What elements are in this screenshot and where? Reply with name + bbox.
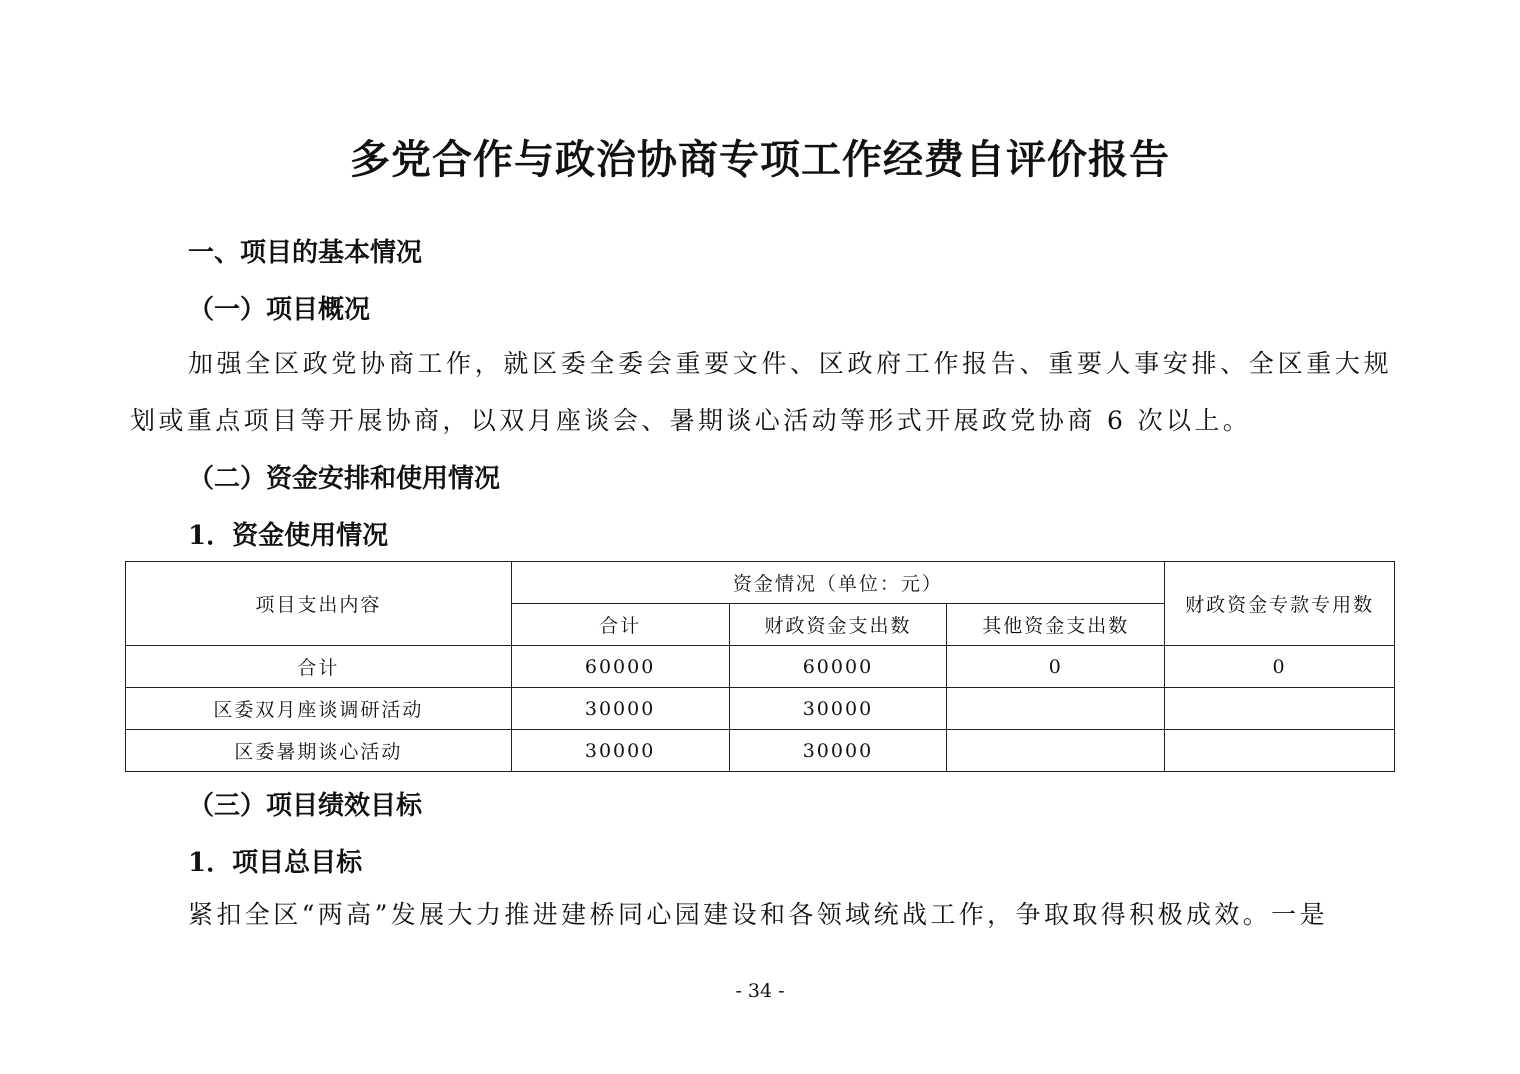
document-title: 多党合作与政治协商专项工作经费自评价报告 bbox=[350, 136, 1170, 183]
table-header-row bbox=[126, 562, 1395, 604]
cell-fiscal: 30000 bbox=[729, 730, 947, 772]
cell-item: 合计 bbox=[126, 646, 512, 688]
cell-item: 区委暑期谈心活动 bbox=[126, 730, 512, 772]
overview-paragraph: 加强全区政党协商工作，就区委全委会重要文件、区政府工作报告、重要人事安排、全区重大规划或重点项目等开展协商，以双月座谈会、暑期谈心活动等形式开展政党协商 6 次以上。 bbox=[130, 349, 1392, 435]
table-row bbox=[126, 688, 1395, 730]
table-row bbox=[126, 730, 1395, 772]
header-total: 合计 bbox=[511, 604, 729, 646]
cell-other bbox=[947, 730, 1165, 772]
header-special: 财政资金专款专用数 bbox=[1165, 562, 1395, 646]
cell-special bbox=[1165, 688, 1395, 730]
cell-total: 60000 bbox=[511, 646, 729, 688]
cell-other: 0 bbox=[947, 646, 1165, 688]
subsection-heading-overall-goal: 1．项目总目标 bbox=[188, 848, 363, 878]
subsection-heading-overview: （一）项目概况 bbox=[188, 295, 371, 325]
subsection-heading-fund-usage: 1．资金使用情况 bbox=[188, 521, 389, 551]
cell-fiscal: 30000 bbox=[729, 688, 947, 730]
header-item: 项目支出内容 bbox=[126, 562, 512, 646]
subsection-heading-funding: （二）资金安排和使用情况 bbox=[188, 464, 501, 494]
header-funds: 资金情况（单位：元） bbox=[511, 562, 1165, 604]
cell-item: 区委双月座谈调研活动 bbox=[126, 688, 512, 730]
fund-usage-table bbox=[125, 561, 1395, 772]
subsection-heading-performance-goals: （三）项目绩效目标 bbox=[188, 791, 423, 821]
section-heading-basic-info: 一、项目的基本情况 bbox=[188, 238, 423, 268]
overall-goal-paragraph: 紧扣全区“两高”发展大力推进建桥同心园建设和各领域统战工作，争取取得积极成效。一是 bbox=[188, 900, 1328, 929]
cell-special: 0 bbox=[1165, 646, 1395, 688]
cell-fiscal: 60000 bbox=[729, 646, 947, 688]
header-other: 其他资金支出数 bbox=[947, 604, 1165, 646]
page-number: - 34 - bbox=[735, 980, 785, 1002]
table-row bbox=[126, 646, 1395, 688]
cell-total: 30000 bbox=[511, 730, 729, 772]
cell-special bbox=[1165, 730, 1395, 772]
cell-other bbox=[947, 688, 1165, 730]
header-fiscal: 财政资金支出数 bbox=[729, 604, 947, 646]
cell-total: 30000 bbox=[511, 688, 729, 730]
